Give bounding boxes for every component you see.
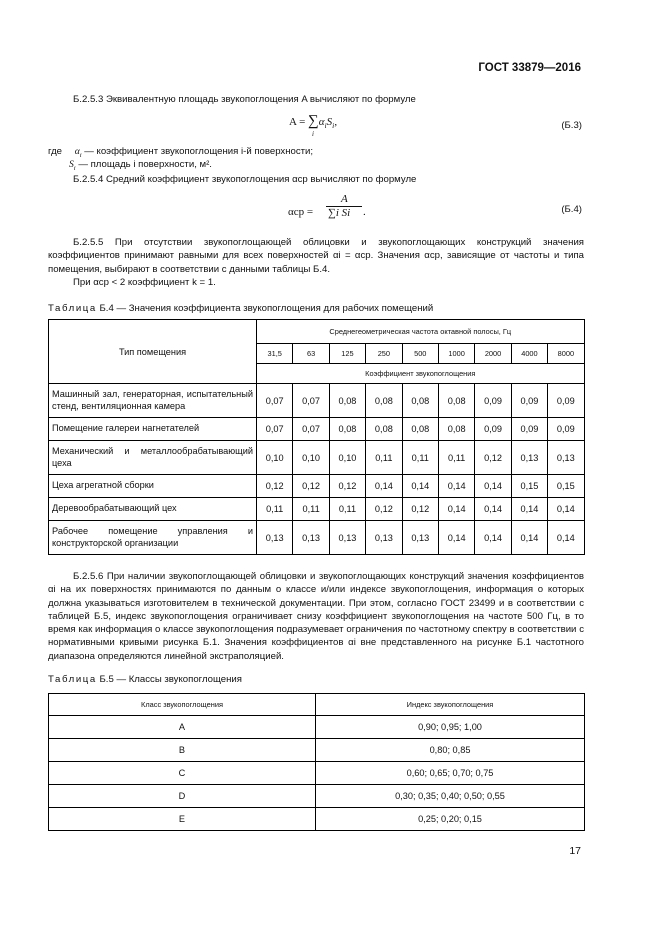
coef-cell: 0,12: [329, 475, 365, 498]
coef-cell: 0,07: [257, 418, 293, 441]
coef-cell: 0,09: [511, 418, 547, 441]
formula-b4-denominator: ∑i Si: [328, 207, 351, 219]
freq-cell: 2000: [475, 344, 511, 364]
where-s-line: $S_i$ — площадь i поверхности, м².: [69, 159, 212, 172]
freq-cell: 4000: [511, 344, 547, 364]
coef-cell: 0,07: [293, 418, 329, 441]
coef-cell: 0,14: [475, 521, 511, 555]
table-row: [49, 441, 585, 475]
where-s-def: — площадь i поверхности, м².: [78, 159, 212, 170]
table-row: [49, 762, 585, 785]
paragraph-b253: Б.2.5.3 Эквивалентную площадь звукопоглощения A вычисляют по формуле: [73, 94, 416, 105]
index-cell: 0,80; 0,85: [316, 739, 585, 762]
coef-cell: 0,15: [548, 475, 584, 498]
formula-b4-lhs: αср =: [288, 206, 314, 218]
coef-cell: 0,09: [548, 384, 584, 418]
table-b4-caption: Таблица Б.4 — Значения коэффициента звукопоглощения для рабочих помещений: [48, 303, 434, 314]
coef-cell: 0,13: [293, 521, 329, 555]
table-row: [49, 716, 585, 739]
col-head-room-type: Тип помещения: [49, 320, 257, 384]
formula-b4-numerator: A: [341, 193, 348, 205]
coef-cell: 0,09: [548, 418, 584, 441]
coef-cell: 0,14: [402, 475, 438, 498]
formula-b3-number: (Б.3): [561, 120, 582, 131]
room-type-cell: Цеха агрегатной сборки: [49, 475, 257, 498]
room-type-cell: Помещение галереи нагнетателей: [49, 418, 257, 441]
coef-cell: 0,15: [511, 475, 547, 498]
table-row: [49, 418, 585, 441]
coef-cell: 0,12: [402, 498, 438, 521]
coef-cell: 0,12: [475, 441, 511, 475]
coef-cell: 0,11: [257, 498, 293, 521]
where-prefix: где: [48, 146, 63, 157]
freq-cell: 63: [293, 344, 329, 364]
table-b4: [48, 319, 585, 555]
index-cell: 0,90; 0,95; 1,00: [316, 716, 585, 739]
document-id-header: ГОСТ 33879—2016: [478, 62, 581, 74]
paragraph-b256: Б.2.5.6 При наличии звукопоглощающей облицовки и звукопоглощающих конструкций значения коэффициентов αi на их поверхностях принимаются по данным о классе и/или индексе звукопоглощения, информация о которых должна указываться изготовителем в технической документации. При этом, согласно ГОСТ 23499 и в соответствии с таблицей Б.5, индекс звукопоглощения ограничивает снизу коэффициент звукопоглощения на частоте 500 Гц, в то время как информация о классе звукопоглощения подразумевает ограничения по частотному спектру в соответствии с нормативными кривыми рисунка Б.1. Значения коэффициентов αi вне представленного на рисунке Б.1 частотного диапазона определяются линейной экстраполяцией.: [48, 571, 584, 662]
table-row: [49, 785, 585, 808]
paragraph-k: При αср < 2 коэффициент k = 1.: [73, 277, 216, 288]
class-cell: A: [49, 716, 316, 739]
coef-cell: 0,08: [366, 384, 402, 418]
coef-cell: 0,13: [257, 521, 293, 555]
table-row: [49, 808, 585, 831]
col-head-index: Индекс звукопоглощения: [316, 694, 585, 716]
page-number: 17: [569, 845, 581, 857]
coef-cell: 0,10: [257, 441, 293, 475]
coef-cell: 0,07: [257, 384, 293, 418]
class-cell: E: [49, 808, 316, 831]
coef-cell: 0,10: [329, 441, 365, 475]
freq-cell: 1000: [438, 344, 474, 364]
table-b5-caption: Таблица Б.5 — Классы звукопоглощения: [48, 674, 242, 685]
table-row: [49, 739, 585, 762]
room-type-cell: Механический и металлообрабатывающий цеха: [49, 441, 257, 475]
freq-cell: 125: [329, 344, 365, 364]
coef-cell: 0,08: [329, 384, 365, 418]
class-cell: C: [49, 762, 316, 785]
coef-cell: 0,08: [438, 384, 474, 418]
coef-cell: 0,13: [402, 521, 438, 555]
room-type-cell: Деревообрабатывающий цех: [49, 498, 257, 521]
coef-cell: 0,13: [511, 441, 547, 475]
index-cell: 0,25; 0,20; 0,15: [316, 808, 585, 831]
coef-cell: 0,08: [402, 384, 438, 418]
where-alpha-def: — коэффициент звукопоглощения i-й поверхности;: [84, 146, 314, 157]
coef-cell: 0,08: [438, 418, 474, 441]
freq-cell: 8000: [548, 344, 584, 364]
coef-cell: 0,12: [366, 498, 402, 521]
class-cell: B: [49, 739, 316, 762]
class-cell: D: [49, 785, 316, 808]
coef-cell: 0,14: [511, 498, 547, 521]
paragraph-b255: Б.2.5.5 При отсутствии звукопоглощающей облицовки и звукопоглощающих конструкций значения коэффициентов принимают равными для всех поверхностей αi = αср. Значения αср, зависящие от частоты и типа помещения, выбирают в соответствии с данными таблицы Б.4.: [48, 237, 584, 275]
coef-cell: 0,11: [438, 441, 474, 475]
table-row: [49, 475, 585, 498]
coef-cell: 0,14: [475, 475, 511, 498]
coef-cell: 0,09: [475, 418, 511, 441]
coef-cell: 0,14: [438, 498, 474, 521]
coef-cell: 0,12: [257, 475, 293, 498]
table-b5: [48, 693, 585, 831]
where-block: где $\alpha_i$ — коэффициент звукопоглощения i-й поверхности;: [48, 146, 314, 159]
formula-b3-sum: ∑ i: [308, 113, 319, 138]
coef-cell: 0,08: [366, 418, 402, 441]
index-cell: 0,60; 0,65; 0,70; 0,75: [316, 762, 585, 785]
coef-cell: 0,14: [548, 521, 584, 555]
coef-cell: 0,09: [475, 384, 511, 418]
coef-cell: 0,14: [511, 521, 547, 555]
table-row: [49, 498, 585, 521]
coef-cell: 0,12: [293, 475, 329, 498]
coef-cell: 0,14: [475, 498, 511, 521]
coef-cell: 0,10: [293, 441, 329, 475]
formula-b3-lhs: A =: [289, 116, 309, 128]
formula-b4-number: (Б.4): [561, 204, 582, 215]
table-row: [49, 384, 585, 418]
coef-cell: 0,08: [402, 418, 438, 441]
coef-head: Коэффициент звукопоглощения: [257, 364, 585, 384]
coef-cell: 0,11: [329, 498, 365, 521]
coef-cell: 0,11: [402, 441, 438, 475]
coef-cell: 0,11: [293, 498, 329, 521]
col-head-class: Класс звукопоглощения: [49, 694, 316, 716]
formula-b3: A = ∑ i $\alpha_iS_i$,: [289, 113, 338, 138]
coef-cell: 0,13: [329, 521, 365, 555]
coef-cell: 0,09: [511, 384, 547, 418]
coef-cell: 0,14: [438, 521, 474, 555]
coef-cell: 0,13: [366, 521, 402, 555]
coef-cell: 0,11: [366, 441, 402, 475]
coef-cell: 0,13: [548, 441, 584, 475]
room-type-cell: Рабочее помещение управления и конструкторской организации: [49, 521, 257, 555]
freq-cell: 500: [402, 344, 438, 364]
table-row: [49, 521, 585, 555]
coef-cell: 0,07: [293, 384, 329, 418]
freq-head: Среднегеометрическая частота октавной полосы, Гц: [257, 320, 585, 344]
coef-cell: 0,14: [438, 475, 474, 498]
paragraph-b254: Б.2.5.4 Средний коэффициент звукопоглощения αср вычисляют по формуле: [73, 174, 417, 185]
freq-cell: 31,5: [257, 344, 293, 364]
room-type-cell: Машинный зал, генераторная, испытательный стенд, вентиляционная камера: [49, 384, 257, 418]
index-cell: 0,30; 0,35; 0,40; 0,50; 0,55: [316, 785, 585, 808]
freq-cell: 250: [366, 344, 402, 364]
coef-cell: 0,14: [366, 475, 402, 498]
coef-cell: 0,08: [329, 418, 365, 441]
coef-cell: 0,14: [548, 498, 584, 521]
